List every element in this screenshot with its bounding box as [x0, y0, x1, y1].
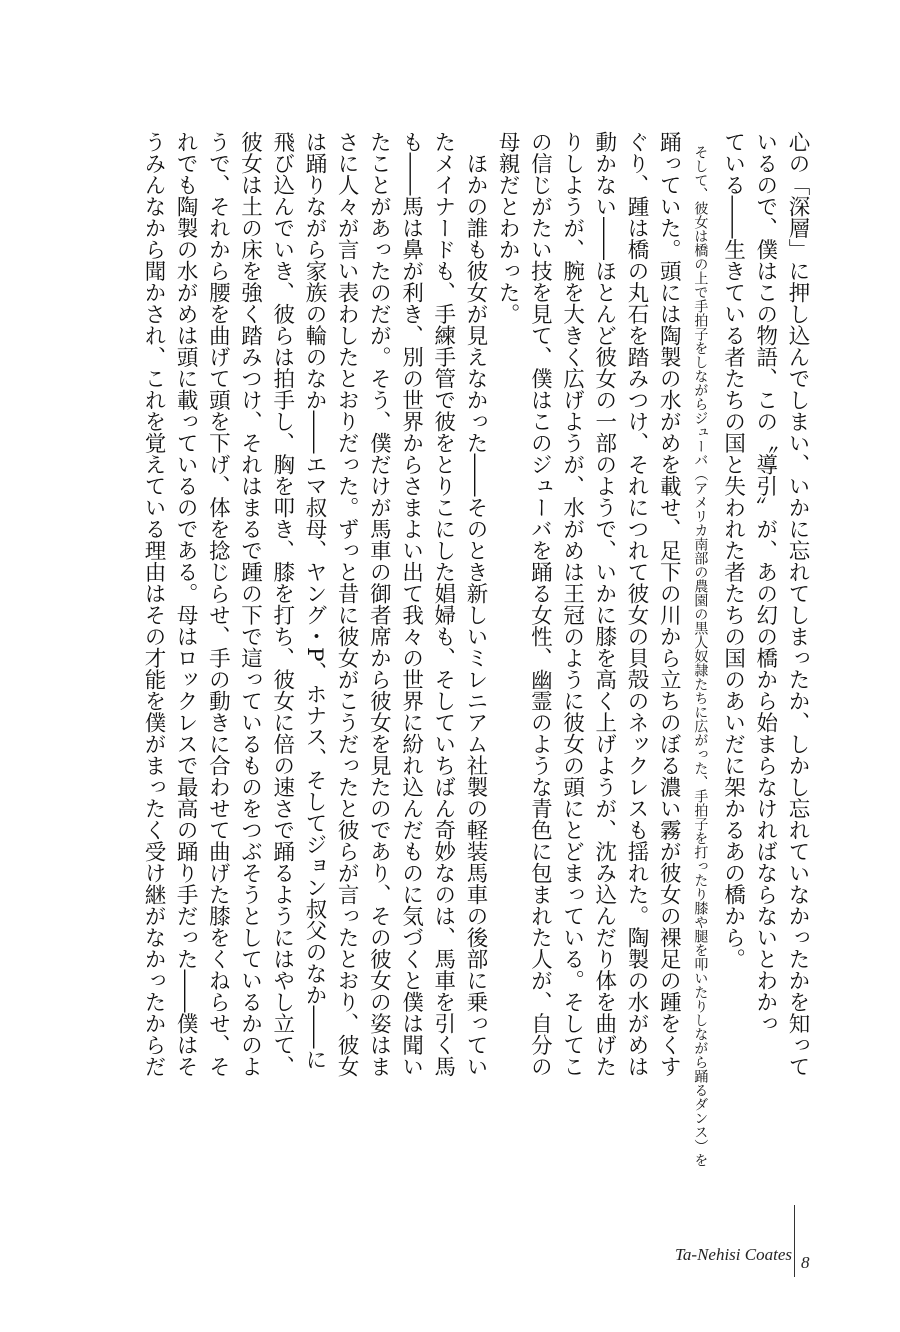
text-line-16: は踊りながら家族の輪のなか――エマ叔母、ヤング・P、ホナス、そしてジョン叔父のなか――に [301, 131, 327, 1070]
text-line-11: ほかの誰も彼女が見えなかった――そのとき新しいミレニアム社製の軽装馬車の後部に乗ってい [462, 131, 488, 1077]
text-line-12: たメイナードも、手練手管で彼をとりこにした娼婦も、そしていちばん奇妙なのは、馬車を引く馬 [430, 131, 456, 1077]
footer-divider [794, 1205, 795, 1277]
text-line-6: ぐり、踵は橋の丸石を踏みつけ、それにつれて彼女の貝殻のネックレスも揺れた。陶製の水がめは [623, 131, 649, 1077]
footer-author: Ta-Nehisi Coates [675, 1245, 792, 1264]
text-line-14: たことがあったのだが。そう、僕だけが馬車の御者席から彼女を見たのであり、その彼女の姿はま [366, 131, 392, 1077]
text-line-5: 踊っていた。頭には陶製の水がめを載せ、足下の川から立ちのぼる濃い霧が彼女の裸足の踵をくす [656, 131, 682, 1077]
text-line-19: うで、それから腰を曲げて頭を下げ、体を捻じらせ、手の動きに合わせて曲げた膝をくねらせ、そ [205, 131, 231, 1077]
text-line-15: さに人々が言い表わしたとおりだった。ずっと昔に彼女がこうだったと彼らが言ったとおり、彼女 [334, 131, 360, 1077]
text-line-9: の信じがたい技を見て、僕はこのジューバを踊る女性、幽霊のような青色に包まれた人が、自分の [527, 131, 553, 1077]
text-line-7: 動かない――ほとんど彼女の一部のようで、いかに膝を高く上げようが、沈み込んだり体を曲げた [591, 131, 617, 1077]
text-line-1: 心の「深層」に押し込んでしまい、いかに忘れてしまったか、しかし忘れていなかったかを知って [785, 131, 810, 1077]
text-line-10: 母親だとわかった。 [495, 131, 521, 325]
text-line-21: うみんなから聞かされ、これを覚えている理由はその才能を僕がまったく受け継がなかったからだ [140, 131, 166, 1077]
text-line-18: 彼女は土の床を強く踏みつけ、それはまるで踵の下で這っているものをつぶそうとしているかのよ [237, 131, 263, 1077]
text-line-3: ている――生きている者たちの国と失われた者たちの国のあいだに架かるあの橋から。 [720, 131, 746, 970]
text-line-8: りしようが、腕を大きく広げようが、水がめは王冠のように彼女の頭にとどまっている。そしてこ [559, 131, 585, 1077]
text-line-17: 飛び込んでいき、彼らは拍手し、胸を叩き、膝を打ち、彼女に倍の速さで踊るようにはやし立て、 [269, 131, 295, 1077]
vertical-body-text [103, 131, 813, 1174]
text-line-13: も――馬は鼻が利き、別の世界からさまよい出て我々の世界に紛れ込んだものに気づくと僕は聞い [398, 131, 424, 1077]
text-line-4: そして、彼女は橋の上で手拍子をしながらジューバ（アメリカ南部の農園の黒人奴隷たちに広がった、手拍子を打ったり膝や腿を叩いたりしながら踊るダンス）を [692, 131, 709, 1167]
text-line-20: れでも陶製の水がめは頭に載っているのである。母はロックレスで最高の踊り手だった――僕はそ [173, 131, 199, 1077]
page-number: 8 [801, 1253, 810, 1272]
text-line-2: いるので、僕はこの物語、この〝導引〟が、あの幻の橋から始まらなければならないとわかっ [752, 131, 778, 1034]
